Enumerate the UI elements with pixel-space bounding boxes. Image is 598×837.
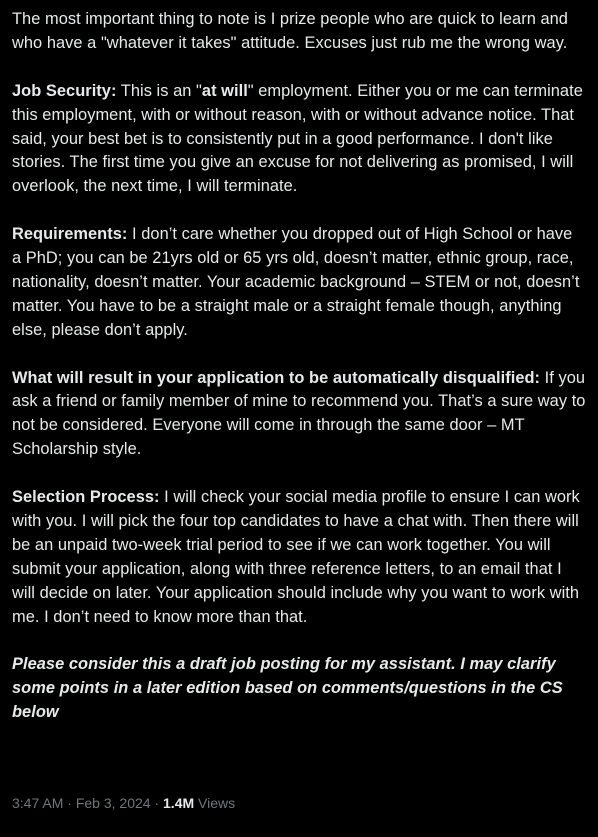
at-will-emphasis: at will (201, 81, 248, 100)
disqualified-label: What will result in your application to be automatically disqualified: (12, 368, 541, 387)
post-metadata (12, 795, 235, 811)
meta-separator: · (150, 795, 164, 811)
views-count[interactable]: 1.4M (163, 795, 195, 811)
selection-label: Selection Process: (12, 488, 160, 507)
meta-separator: · (63, 795, 76, 811)
closing-note: Please consider this a draft job posting for my assistant. I may clarify some points in a later edition based on comments/questions in the CS below (12, 655, 563, 722)
post-date[interactable]: Feb 3, 2024 (75, 795, 151, 811)
requirements-paragraph (12, 223, 586, 343)
job-security-paragraph (12, 80, 586, 200)
requirements-text: I don’t care whether you dropped out of High School or have a PhD; you can be 21yrs old or 65 yrs old, doesn’t matter, ethnic group, race, nationality, doesn’t matter. Your academic background – STEM or not, doesn’t matter. You have to be a straight male or a straight female though, anything else, please don’t apply. (12, 225, 580, 339)
job-security-text-b: " employment. Either you or me can terminate this employment, with or without reason, with or without advance notice. That said, your best bet is to consistently put in a good performance. I don't like stories. The first time you give an excuse for not delivering as promised, I will overlook, the next time, I will terminate. (12, 81, 583, 196)
selection-text: I will check your social media profile to ensure I can work with you. I will pick the four top candidates to have a chat with. Then there will be an unpaid two-week trial period to see if we can work together. You will submit your application, along with three reference letters, to an email that I will decide on later. Your application should include why you want to work with me. I don’t need to know more than that. (12, 488, 580, 626)
disqualified-text: If you ask a friend or family member of mine to recommend you. That’s a sure way to not be considered. Everyone will come in through the same door – MT Scholarship style. (12, 368, 586, 459)
job-security-label: Job Security: (12, 81, 117, 100)
views-label: Views (194, 795, 236, 811)
post-time[interactable]: 3:47 AM (12, 795, 64, 811)
selection-paragraph (12, 486, 586, 629)
job-security-text-a: This is an " (116, 81, 202, 100)
disqualified-paragraph (12, 367, 586, 463)
intro-paragraph: The most important thing to note is I prize people who are quick to learn and who have a "whatever it takes" attitude. Excuses just rub me the wrong way. (12, 10, 568, 52)
requirements-label: Requirements: (12, 225, 128, 244)
